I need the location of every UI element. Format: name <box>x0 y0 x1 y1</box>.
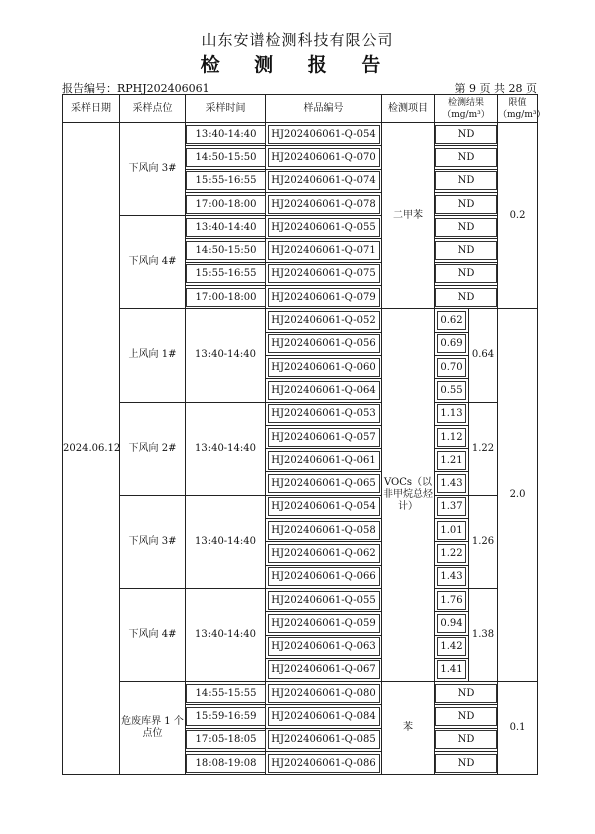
limit-cell: 0.1 <box>498 682 538 775</box>
sample-id-cell: HJ202406061-Q-075 <box>266 262 382 285</box>
sample-id-cell: HJ202406061-Q-054 <box>266 123 382 146</box>
value-cell: 1.76 <box>435 588 469 611</box>
time-cell: 15:55-16:55 <box>186 262 266 285</box>
time-cell: 17:05-18:05 <box>186 728 266 751</box>
sample-id-cell: HJ202406061-Q-074 <box>266 169 382 192</box>
value-cell: 1.41 <box>435 658 469 681</box>
value-cell: 0.55 <box>435 379 469 402</box>
sampling-date: 2024.06.12 <box>63 123 120 775</box>
result-cell: ND <box>435 169 498 192</box>
time-cell: 17:00-18:00 <box>186 192 266 215</box>
limit-cell: 0.2 <box>498 123 538 309</box>
results-table <box>62 94 546 775</box>
time-cell: 17:00-18:00 <box>186 286 266 309</box>
header-result: 检测结果（mg/m³） <box>435 95 498 123</box>
sample-id-cell: HJ202406061-Q-086 <box>266 752 382 775</box>
location-cell: 下风向 4# <box>120 216 186 309</box>
header-item: 检测项目 <box>382 95 435 123</box>
value-cell: 0.70 <box>435 355 469 378</box>
result-cell: ND <box>435 216 498 239</box>
header-date: 采样日期 <box>63 95 120 123</box>
value-cell: 1.01 <box>435 519 469 542</box>
location-cell: 上风向 1# <box>120 309 186 402</box>
sample-id-cell: HJ202406061-Q-085 <box>266 728 382 751</box>
header-time: 采样时间 <box>186 95 266 123</box>
page-info: 第 9 页 共 28 页 <box>454 82 537 95</box>
location-cell: 下风向 2# <box>120 402 186 495</box>
sample-id-cell: HJ202406061-Q-063 <box>266 635 382 658</box>
table-header-row <box>63 95 538 123</box>
sample-id-cell: HJ202406061-Q-084 <box>266 705 382 728</box>
time-cell: 13:40-14:40 <box>186 495 266 588</box>
value-cell: 1.42 <box>435 635 469 658</box>
max-value-cell: 1.26 <box>469 495 498 588</box>
table-row <box>63 309 538 332</box>
value-cell: 1.12 <box>435 425 469 448</box>
sample-id-cell: HJ202406061-Q-080 <box>266 682 382 705</box>
sample-id-cell: HJ202406061-Q-055 <box>266 216 382 239</box>
report-title: 检 测 报 告 <box>200 54 395 76</box>
value-cell: 0.94 <box>435 612 469 635</box>
location-cell: 下风向 4# <box>120 588 186 681</box>
sample-id-cell: HJ202406061-Q-055 <box>266 588 382 611</box>
sample-id-cell: HJ202406061-Q-053 <box>266 402 382 425</box>
result-cell: ND <box>435 752 498 775</box>
table-row <box>63 123 538 146</box>
result-cell: ND <box>435 239 498 262</box>
time-cell: 13:40-14:40 <box>186 588 266 681</box>
time-cell: 13:40-14:40 <box>186 123 266 146</box>
result-cell: ND <box>435 123 498 146</box>
table-row <box>63 588 538 611</box>
sample-id-cell: HJ202406061-Q-062 <box>266 542 382 565</box>
sample-id-cell: HJ202406061-Q-052 <box>266 309 382 332</box>
value-cell: 1.37 <box>435 495 469 518</box>
result-cell: ND <box>435 146 498 169</box>
sample-id-cell: HJ202406061-Q-070 <box>266 146 382 169</box>
sample-id-cell: HJ202406061-Q-065 <box>266 472 382 495</box>
report-number: 报告编号：RPHJ202406061 <box>62 82 210 95</box>
table-row <box>63 216 538 239</box>
result-cell: ND <box>435 286 498 309</box>
limit-cell: 2.0 <box>498 309 538 682</box>
value-cell: 1.13 <box>435 402 469 425</box>
sample-id-cell: HJ202406061-Q-057 <box>266 425 382 448</box>
table-row <box>63 682 538 705</box>
sample-id-cell: HJ202406061-Q-071 <box>266 239 382 262</box>
sample-id-cell: HJ202406061-Q-064 <box>266 379 382 402</box>
result-cell: ND <box>435 705 498 728</box>
value-cell: 1.43 <box>435 472 469 495</box>
header-limit: 限值（mg/m³） <box>498 95 538 123</box>
value-cell: 0.62 <box>435 309 469 332</box>
time-cell: 14:55-15:55 <box>186 682 266 705</box>
sample-id-cell: HJ202406061-Q-066 <box>266 565 382 588</box>
sample-id-cell: HJ202406061-Q-078 <box>266 192 382 215</box>
result-cell: ND <box>435 262 498 285</box>
location-cell: 下风向 3# <box>120 123 186 216</box>
company-name: 山东安谱检测科技有限公司 <box>201 31 394 49</box>
time-cell: 13:40-14:40 <box>186 216 266 239</box>
sample-id-cell: HJ202406061-Q-059 <box>266 612 382 635</box>
value-cell: 0.69 <box>435 332 469 355</box>
time-cell: 13:40-14:40 <box>186 402 266 495</box>
value-cell: 1.21 <box>435 449 469 472</box>
sample-id-cell: HJ202406061-Q-079 <box>266 286 382 309</box>
sample-id-cell: HJ202406061-Q-058 <box>266 519 382 542</box>
max-value-cell: 1.22 <box>469 402 498 495</box>
time-cell: 18:08-19:08 <box>186 752 266 775</box>
time-cell: 15:59-16:59 <box>186 705 266 728</box>
time-cell: 14:50-15:50 <box>186 239 266 262</box>
sample-id-cell: HJ202406061-Q-061 <box>266 449 382 472</box>
report-meta <box>62 80 537 94</box>
sample-id-cell: HJ202406061-Q-060 <box>266 355 382 378</box>
location-cell: 下风向 3# <box>120 495 186 588</box>
time-cell: 15:55-16:55 <box>186 169 266 192</box>
value-cell: 1.43 <box>435 565 469 588</box>
item-cell: 二甲苯 <box>382 123 435 309</box>
value-cell: 1.22 <box>435 542 469 565</box>
table-row <box>63 495 538 518</box>
max-value-cell: 0.64 <box>469 309 498 402</box>
sample-id-cell: HJ202406061-Q-056 <box>266 332 382 355</box>
max-value-cell: 1.38 <box>469 588 498 681</box>
item-cell: 苯 <box>382 682 435 775</box>
time-cell: 13:40-14:40 <box>186 309 266 402</box>
result-cell: ND <box>435 682 498 705</box>
result-cell: ND <box>435 728 498 751</box>
sample-id-cell: HJ202406061-Q-054 <box>266 495 382 518</box>
item-cell: VOCs（以非甲烷总烃计） <box>382 309 435 682</box>
sample-id-cell: HJ202406061-Q-067 <box>266 658 382 681</box>
result-cell: ND <box>435 192 498 215</box>
header-sample-id: 样品编号 <box>266 95 382 123</box>
time-cell: 14:50-15:50 <box>186 146 266 169</box>
table-row <box>63 402 538 425</box>
header-location: 采样点位 <box>120 95 186 123</box>
location-cell: 危废库界 1 个点位 <box>120 682 186 775</box>
